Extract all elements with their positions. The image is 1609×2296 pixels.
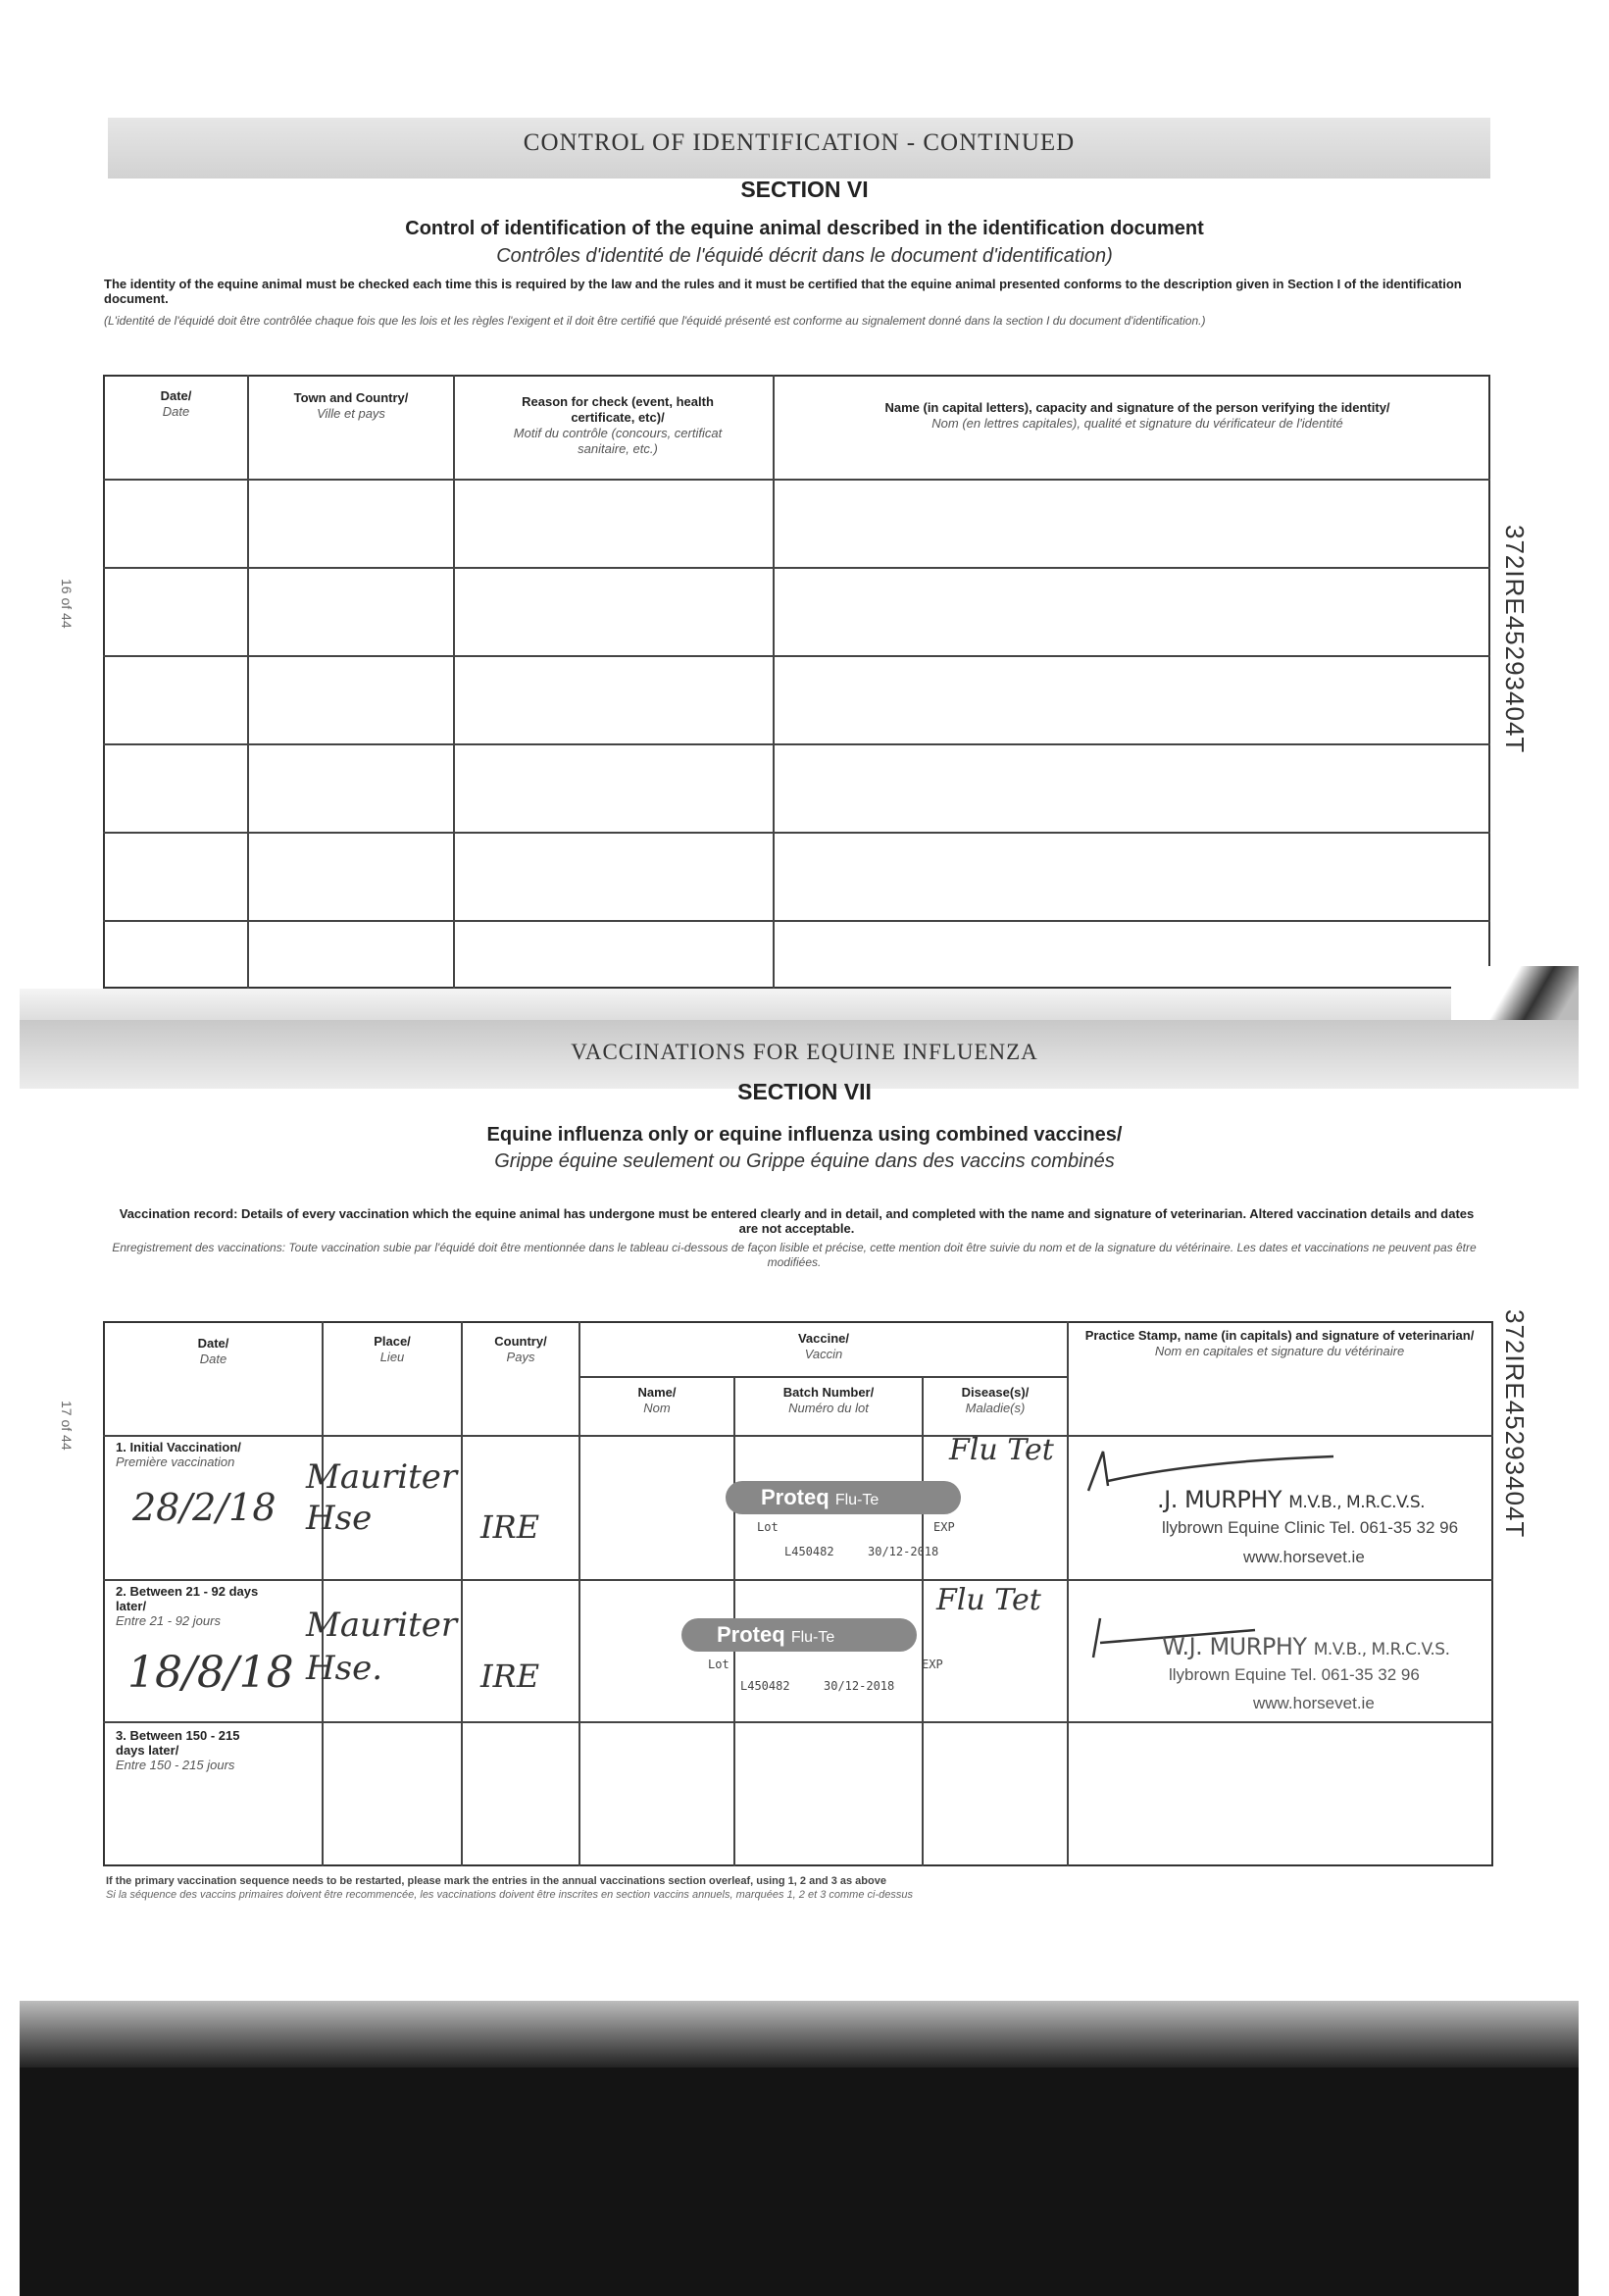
section7-label: SECTION VII [737,1079,872,1104]
row-divider [103,743,1490,745]
row1-vaccine-suffix: Flu-Te [834,1492,880,1508]
vacc-header-name: Name/ Nom [637,1385,677,1415]
row2-place: Mauriter Hse. [306,1606,458,1688]
col-divider [773,375,775,989]
header-reason: Reason for check (event, health certificate, etc)/ Motif du contrôle (concours, certificat sanitaire, etc.) [513,394,723,456]
row1-batch: L450482 [784,1545,834,1558]
row2-vaccine-logo: Proteq [717,1622,785,1647]
vacc-header-place: Place/ Lieu [374,1334,411,1364]
row1-disease: Flu Tet [949,1433,1054,1467]
row1-expiry: 30/12-2018 [868,1545,939,1558]
row1-vet-web: www.horsevet.ie [1243,1548,1365,1566]
row2-exp-label: EXP [922,1658,943,1671]
row-divider [578,1376,1067,1378]
row2-expiry: 30/12-2018 [824,1679,895,1693]
row1-date: 28/2/18 [132,1486,277,1529]
header-verifier: Name (in capital letters), capacity and signature of the person verifying the identity/ Nom (en lettres capitales), qualité et signature du vérificateur de l'identité [884,400,1390,431]
section6-label: SECTION VI [740,177,869,202]
row-divider [103,1435,1493,1437]
vacc-header-disease: Disease(s)/ Maladie(s) [961,1385,1030,1415]
row2-vet-clinic: llybrown Equine Tel. 061-35 32 96 [1169,1665,1420,1684]
section6-title-fr: Contrôles d'identité de l'équidé décrit dans le document d'identification) [496,245,1113,267]
page-ref-16: 16 of 44 [59,579,75,629]
header-date: Date/ Date [160,388,192,419]
side-code-top: 372IRE45293404T [1500,525,1530,754]
row-divider [103,567,1490,569]
row-label-initial: 1. Initial Vaccination/ Première vaccination [116,1440,241,1469]
section7-banner-title: VACCINATIONS FOR EQUINE INFLUENZA [571,1040,1038,1064]
row-divider [103,655,1490,657]
row1-vaccine-logo: Proteq [761,1485,830,1509]
row-divider [103,832,1490,834]
row2-batch: L450482 [740,1679,790,1693]
row-divider [103,479,1490,481]
row1-vet-clinic: llybrown Equine Clinic Tel. 061-35 32 96 [1162,1518,1459,1537]
section7-title-fr: Grippe équine seulement ou Grippe équine dans des vaccins combinés [494,1150,1115,1172]
vacc-header-date: Date/ Date [197,1336,229,1366]
row-divider [103,1579,1493,1581]
row2-date: 18/8/18 [127,1648,294,1698]
col-divider [461,1321,463,1866]
col-divider [1067,1321,1069,1866]
scan-edge-right [1579,2001,1609,2296]
vaccination-record-fr: Enregistrement des vaccinations: Toute vaccination subie par l'équidé doit être mentionnée dans le tableau ci-dessous de façon lisible et précise, cette mention doit être suivie du nom et de la signature du vétérinaire. Les dates et vaccinations ne peuvent pas être modifiées. [112,1241,1477,1269]
page-ref-17: 17 of 44 [59,1401,75,1451]
section6-banner-title: CONTROL OF IDENTIFICATION - CONTINUED [523,129,1076,156]
row1-place: Mauriter Hse [306,1457,458,1538]
col-divider [922,1376,924,1866]
identity-check-table [103,375,1490,989]
row2-lot-label: Lot [708,1658,729,1671]
vacc-header-stamp: Practice Stamp, name (in capitals) and signature of veterinarian/ Nom en capitales et signature du vétérinaire [1084,1328,1475,1358]
row1-lot-label: Lot [757,1520,779,1534]
section6-intro-fr: (L'identité de l'équidé doit être contrôlée chaque fois que les lois et les règles l'exigent et il doit être certifié que l'équidé présenté est conforme au signalement donné dans la section I du document d'identification.) [104,314,1206,328]
section7-title-en: Equine influenza only or equine influenza using combined vaccines/ [486,1124,1123,1146]
scan-edge-gradient [20,2001,1579,2069]
row-divider [103,920,1490,922]
row2-disease: Flu Tet [936,1583,1041,1617]
row-divider [103,1721,1493,1723]
col-divider [247,375,249,989]
scan-dark-area [20,2067,1579,2296]
row2-vaccine-sticker [681,1618,917,1652]
row1-vet-name: .J. MURPHY M.V.B., M.R.C.V.S. [1157,1486,1426,1513]
row2-vet-name: W.J. MURPHY M.V.B., M.R.C.V.S. [1162,1633,1450,1660]
row-label-second: 2. Between 21 - 92 days later/ Entre 21 - 92 jours [116,1584,259,1628]
side-code-bottom: 372IRE45293404T [1500,1309,1530,1539]
row2-vaccine-suffix: Flu-Te [790,1629,835,1646]
row2-country: IRE [480,1658,540,1695]
header-town-country: Town and Country/ Ville et pays [293,390,409,421]
row1-exp-label: EXP [933,1520,955,1534]
row1-vaccine-sticker [726,1481,961,1514]
row2-vet-web: www.horsevet.ie [1253,1694,1375,1712]
row-label-third: 3. Between 150 - 215 days later/ Entre 150 - 215 jours [116,1728,240,1772]
vaccination-record-en: Vaccination record: Details of every vaccination which the equine animal has undergone must be entered clearly and in detail, and completed with the name and signature of veterinarian. Altered vaccination details and dates are not acceptable. [119,1206,1475,1236]
vacc-header-vaccine: Vaccine/ Vaccin [797,1331,850,1361]
col-divider [453,375,455,989]
col-divider [322,1321,324,1866]
vacc-header-batch: Batch Number/ Numéro du lot [782,1385,875,1415]
footnote-en: If the primary vaccination sequence needs to be restarted, please mark the entries in the annual vaccinations section overleaf, using 1, 2 and 3 as above [106,1875,886,1887]
section6-intro-en: The identity of the equine animal must be checked each time this is required by the law and the rules and it must be certified that the equine animal presented conforms to the description given in Section I of the identification document. [104,277,1462,306]
footnote-fr: Si la séquence des vaccins primaires doivent être recommencée, les vaccinations doivent être inscrites en section vaccins annuels, marquées 1, 2 et 3 comme ci-dessus [106,1889,913,1901]
row1-country: IRE [480,1508,540,1546]
vacc-header-country: Country/ Pays [494,1334,547,1364]
section6-title-en: Control of identification of the equine animal described in the identification document [405,218,1204,239]
